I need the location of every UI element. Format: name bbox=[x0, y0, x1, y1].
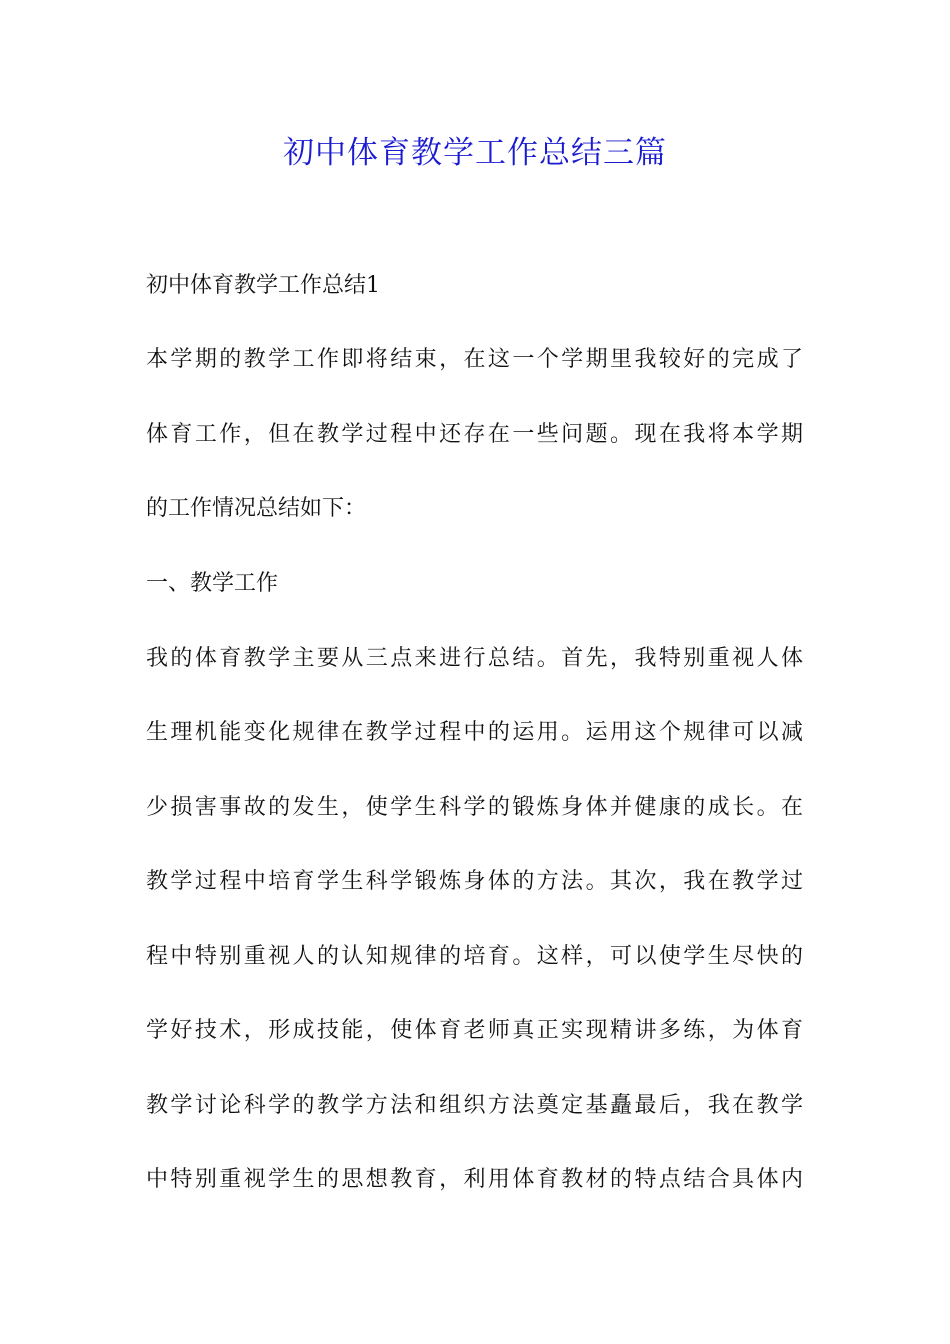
section-heading: 一、教学工作 bbox=[146, 571, 279, 596]
paragraph-line: 体育工作，但在教学过程中还存在一些问题。现在我将本学期 bbox=[146, 422, 803, 447]
paragraph-line: 中特别重视学生的思想教育，利用体育教材的特点结合具体内 bbox=[146, 1167, 803, 1192]
paragraph-line: 少损害事故的发生，使学生科学的锻炼身体并健康的成长。在 bbox=[146, 795, 803, 820]
paragraph-line: 的工作情况总结如下： bbox=[146, 496, 367, 521]
paragraph-line: 程中特别重视人的认知规律的培育。这样，可以使学生尽快的 bbox=[146, 944, 803, 969]
paragraph-line: 本学期的教学工作即将结束，在这一个学期里我较好的完成了 bbox=[146, 347, 803, 372]
subheading: 初中体育教学工作总结1 bbox=[146, 273, 380, 298]
document-title: 初中体育教学工作总结三篇 bbox=[283, 135, 667, 171]
paragraph-line: 教学过程中培育学生科学锻炼身体的方法。其次，我在教学过 bbox=[146, 869, 803, 894]
paragraph-line: 我的体育教学主要从三点来进行总结。首先，我特别重视人体 bbox=[146, 646, 803, 671]
paragraph-line: 生理机能变化规律在教学过程中的运用。运用这个规律可以减 bbox=[146, 720, 803, 745]
paragraph-line: 教学讨论科学的教学方法和组织方法奠定基矗最后，我在教学 bbox=[146, 1093, 803, 1118]
paragraph-line: 学好技术，形成技能，使体育老师真正实现精讲多练，为体育 bbox=[146, 1018, 803, 1043]
